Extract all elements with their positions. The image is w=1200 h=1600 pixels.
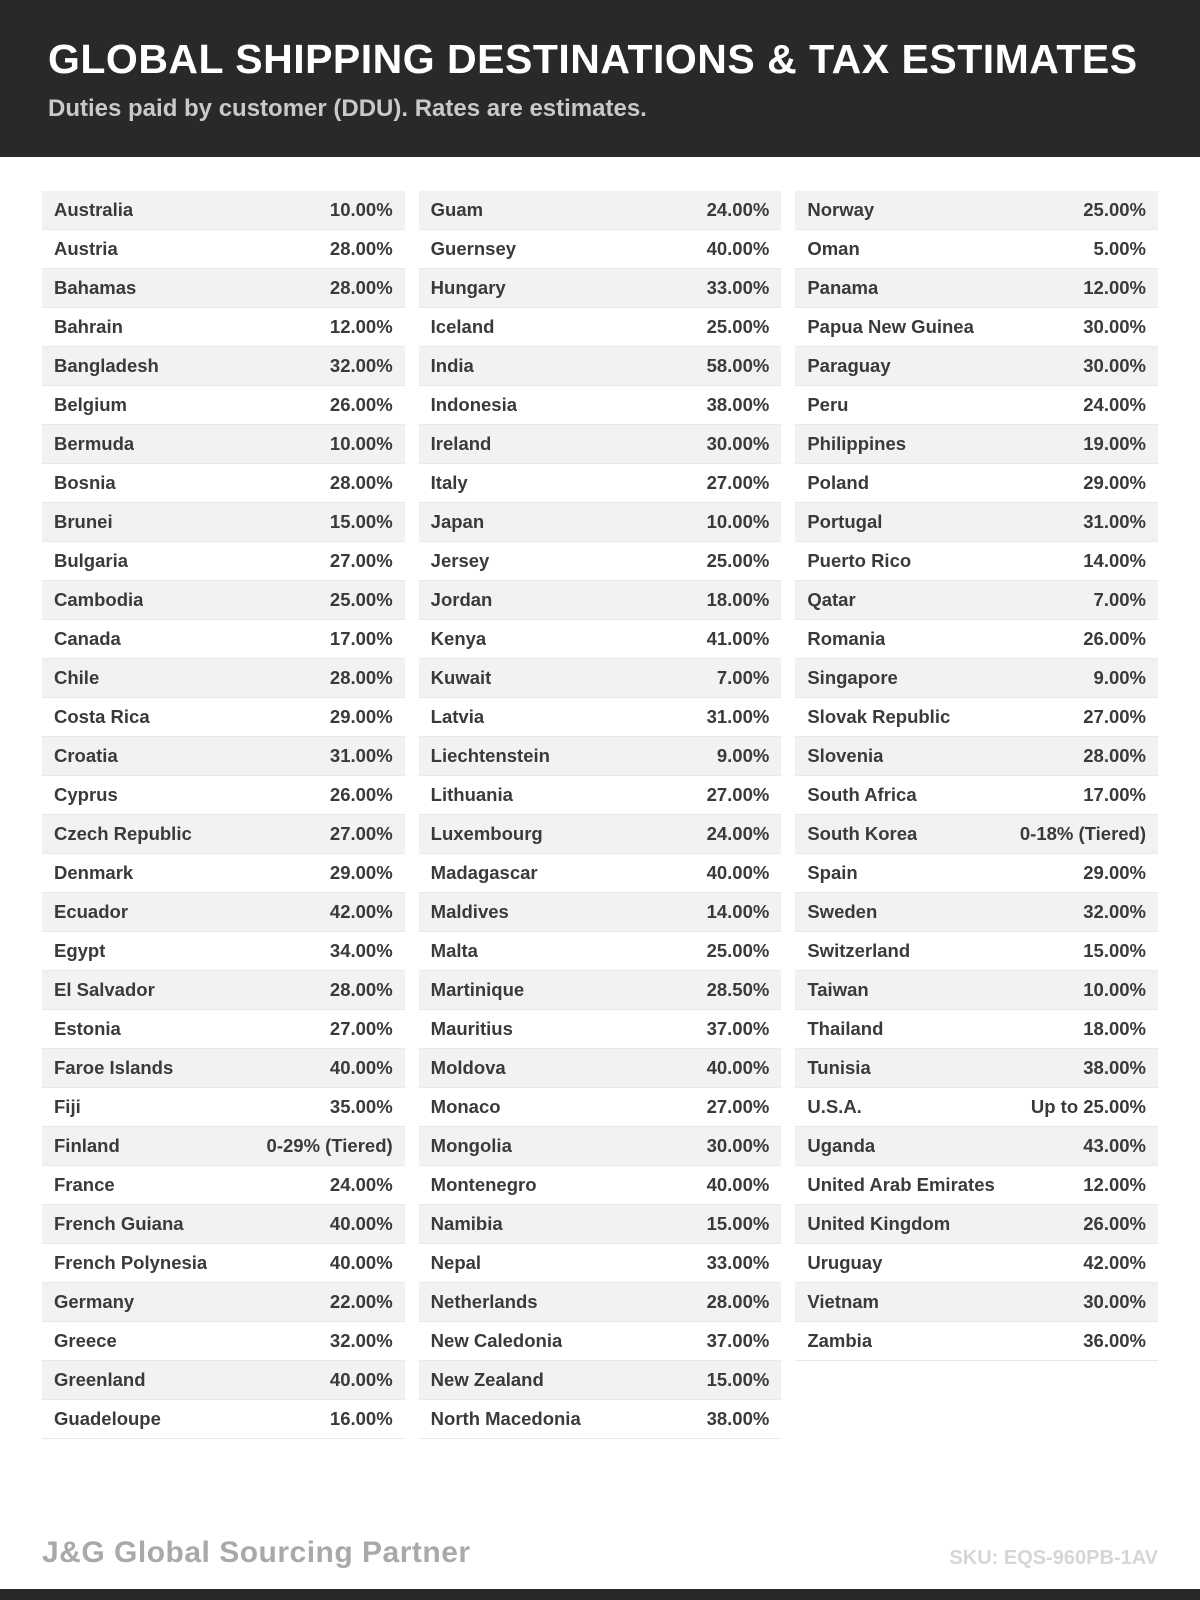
tax-rate: 40.00% — [706, 1057, 770, 1079]
country-name: Norway — [807, 199, 875, 221]
table-row — [42, 1283, 405, 1322]
table-row — [42, 932, 405, 971]
tax-rate: 16.00% — [329, 1408, 393, 1430]
table-row — [795, 659, 1158, 698]
table-row — [419, 269, 782, 308]
rate-column — [795, 191, 1158, 1361]
table-row — [795, 854, 1158, 893]
page-title: GLOBAL SHIPPING DESTINATIONS & TAX ESTIMATES — [48, 36, 1138, 82]
table-row — [795, 347, 1158, 386]
tax-rate: 28.00% — [1083, 745, 1147, 767]
tax-rate: 28.00% — [329, 667, 393, 689]
tax-rate: 27.00% — [329, 823, 393, 845]
country-name: Guam — [430, 199, 484, 221]
country-name: Bahamas — [54, 277, 137, 299]
tax-rate: 26.00% — [1083, 1213, 1147, 1235]
table-row — [42, 776, 405, 815]
tax-rate: 14.00% — [1083, 550, 1147, 572]
table-row — [795, 230, 1158, 269]
country-name: Poland — [807, 472, 870, 494]
tax-rate: 17.00% — [1083, 784, 1147, 806]
table-row — [795, 581, 1158, 620]
country-name: Ecuador — [54, 901, 129, 923]
tax-rate: 18.00% — [706, 589, 770, 611]
table-row — [419, 854, 782, 893]
table-row — [419, 425, 782, 464]
tax-rate: 40.00% — [706, 1174, 770, 1196]
table-row — [419, 1010, 782, 1049]
country-name: Puerto Rico — [807, 550, 912, 572]
table-row — [42, 581, 405, 620]
country-name: Bosnia — [54, 472, 116, 494]
footer — [42, 1536, 1158, 1570]
table-row — [795, 1010, 1158, 1049]
tax-rate: 22.00% — [329, 1291, 393, 1313]
tax-rate: 28.00% — [329, 277, 393, 299]
table-row — [795, 1205, 1158, 1244]
table-row — [419, 620, 782, 659]
tax-rate: 42.00% — [329, 901, 393, 923]
tax-rate: 10.00% — [329, 199, 393, 221]
tax-rate: 31.00% — [1083, 511, 1147, 533]
country-name: Slovak Republic — [807, 706, 951, 728]
country-name: Spain — [807, 862, 858, 884]
country-name: Jersey — [430, 550, 490, 572]
tax-rate: 10.00% — [706, 511, 770, 533]
table-row — [419, 932, 782, 971]
tax-rate: 29.00% — [1083, 862, 1147, 884]
country-name: Hungary — [430, 277, 506, 299]
country-name: Italy — [430, 472, 468, 494]
table-row — [42, 1010, 405, 1049]
table-row — [419, 230, 782, 269]
tax-rate: 34.00% — [329, 940, 393, 962]
tax-rate: 30.00% — [706, 433, 770, 455]
tax-rate: 0-18% (Tiered) — [1019, 823, 1147, 845]
country-name: New Zealand — [430, 1369, 544, 1391]
country-name: El Salvador — [54, 979, 155, 1001]
table-row — [419, 347, 782, 386]
country-name: Tunisia — [807, 1057, 871, 1079]
country-name: Madagascar — [430, 862, 538, 884]
table-row — [42, 737, 405, 776]
country-name: New Caledonia — [430, 1330, 563, 1352]
table-row — [42, 1205, 405, 1244]
country-name: Cyprus — [54, 784, 118, 806]
country-name: Japan — [430, 511, 485, 533]
table-row — [795, 620, 1158, 659]
country-name: Guernsey — [430, 238, 517, 260]
country-name: Kuwait — [430, 667, 492, 689]
country-name: Costa Rica — [54, 706, 150, 728]
table-row — [795, 386, 1158, 425]
tax-rate: 10.00% — [329, 433, 393, 455]
tax-rate: Up to 25.00% — [1030, 1096, 1147, 1118]
tax-rate: 24.00% — [329, 1174, 393, 1196]
country-name: Indonesia — [430, 394, 518, 416]
country-name: Oman — [807, 238, 860, 260]
table-row — [795, 1166, 1158, 1205]
tax-rate: 28.50% — [706, 979, 770, 1001]
table-row — [419, 191, 782, 230]
tax-rate: 37.00% — [706, 1330, 770, 1352]
table-row — [419, 815, 782, 854]
country-name: North Macedonia — [430, 1408, 581, 1430]
country-name: Switzerland — [807, 940, 911, 962]
country-name: Cambodia — [54, 589, 144, 611]
table-row — [795, 269, 1158, 308]
country-name: Philippines — [807, 433, 907, 455]
tax-rate: 31.00% — [329, 745, 393, 767]
table-row — [419, 698, 782, 737]
rate-column — [419, 191, 782, 1439]
rate-column — [42, 191, 405, 1439]
country-name: Slovenia — [807, 745, 884, 767]
tax-rate: 29.00% — [1083, 472, 1147, 494]
country-name: Germany — [54, 1291, 135, 1313]
country-name: Portugal — [807, 511, 883, 533]
tax-rate: 42.00% — [1083, 1252, 1147, 1274]
table-row — [419, 464, 782, 503]
country-name: Fiji — [54, 1096, 81, 1118]
tax-rate: 32.00% — [1083, 901, 1147, 923]
table-row — [42, 503, 405, 542]
tax-rate: 28.00% — [329, 472, 393, 494]
table-row — [795, 815, 1158, 854]
table-row — [419, 581, 782, 620]
tax-rate: 15.00% — [706, 1213, 770, 1235]
country-name: Mongolia — [430, 1135, 512, 1157]
tax-rate: 12.00% — [1083, 277, 1147, 299]
country-name: Finland — [54, 1135, 120, 1157]
table-row — [42, 1088, 405, 1127]
table-row — [419, 659, 782, 698]
table-row — [42, 893, 405, 932]
table-row — [42, 1400, 405, 1439]
page-subtitle: Duties paid by customer (DDU). Rates are estimates. — [48, 95, 647, 123]
table-row — [42, 698, 405, 737]
tax-rate: 28.00% — [329, 979, 393, 1001]
tax-rate: 15.00% — [706, 1369, 770, 1391]
table-row — [42, 620, 405, 659]
table-row — [42, 854, 405, 893]
tax-rate: 12.00% — [329, 316, 393, 338]
table-row — [419, 542, 782, 581]
country-name: Guadeloupe — [54, 1408, 161, 1430]
table-row — [42, 308, 405, 347]
country-name: France — [54, 1174, 115, 1196]
tax-rate: 24.00% — [706, 823, 770, 845]
table-row — [795, 464, 1158, 503]
country-name: South Africa — [807, 784, 917, 806]
table-row — [42, 659, 405, 698]
tax-rate: 30.00% — [1083, 355, 1147, 377]
country-name: Iceland — [430, 316, 495, 338]
country-name: Lithuania — [430, 784, 513, 806]
country-name: Bahrain — [54, 316, 123, 338]
tax-rate: 27.00% — [706, 784, 770, 806]
tax-rate: 25.00% — [706, 316, 770, 338]
tax-rate: 43.00% — [1083, 1135, 1147, 1157]
tax-rate: 40.00% — [329, 1369, 393, 1391]
country-name: Montenegro — [430, 1174, 537, 1196]
tax-rate: 31.00% — [706, 706, 770, 728]
table-row — [419, 1283, 782, 1322]
country-name: Egypt — [54, 940, 106, 962]
table-row — [419, 1400, 782, 1439]
table-row — [42, 1166, 405, 1205]
tax-rate: 9.00% — [716, 745, 770, 767]
table-row — [419, 1361, 782, 1400]
country-name: Brunei — [54, 511, 113, 533]
table-row — [795, 308, 1158, 347]
table-row — [419, 971, 782, 1010]
table-row — [42, 542, 405, 581]
tax-rate: 27.00% — [1083, 706, 1147, 728]
table-row — [795, 1322, 1158, 1361]
country-name: Greece — [54, 1330, 117, 1352]
table-row — [419, 893, 782, 932]
country-name: Peru — [807, 394, 849, 416]
bottom-accent-bar — [0, 1589, 1200, 1600]
country-name: Mauritius — [430, 1018, 513, 1040]
table-row — [42, 425, 405, 464]
tax-rate: 7.00% — [1093, 589, 1147, 611]
table-row — [795, 971, 1158, 1010]
country-name: U.S.A. — [807, 1096, 862, 1118]
table-row — [419, 1127, 782, 1166]
header-banner — [0, 0, 1200, 157]
table-row — [42, 269, 405, 308]
tax-rate: 5.00% — [1093, 238, 1147, 260]
table-row — [42, 815, 405, 854]
tax-rate: 12.00% — [1083, 1174, 1147, 1196]
tax-rate: 40.00% — [329, 1252, 393, 1274]
country-name: Estonia — [54, 1018, 121, 1040]
table-row — [795, 191, 1158, 230]
table-row — [795, 1049, 1158, 1088]
table-row — [795, 1088, 1158, 1127]
tax-rate: 58.00% — [706, 355, 770, 377]
table-row — [795, 932, 1158, 971]
table-row — [795, 503, 1158, 542]
table-row — [419, 1166, 782, 1205]
country-name: Jordan — [430, 589, 493, 611]
tax-rate: 0-29% (Tiered) — [266, 1135, 393, 1157]
tax-rate: 40.00% — [329, 1213, 393, 1235]
table-row — [795, 1244, 1158, 1283]
tax-rate: 29.00% — [329, 706, 393, 728]
table-row — [419, 1088, 782, 1127]
table-row — [795, 737, 1158, 776]
sku-label: SKU: EQS-960PB-1AV — [949, 1547, 1158, 1569]
tax-rate: 40.00% — [329, 1057, 393, 1079]
tax-rate: 27.00% — [706, 472, 770, 494]
country-name: Croatia — [54, 745, 118, 767]
table-row — [795, 542, 1158, 581]
tax-rate: 14.00% — [706, 901, 770, 923]
country-name: Uganda — [807, 1135, 876, 1157]
table-row — [795, 776, 1158, 815]
country-name: Liechtenstein — [430, 745, 550, 767]
table-row — [42, 1244, 405, 1283]
tax-rate: 30.00% — [1083, 1291, 1147, 1313]
tax-rate: 29.00% — [329, 862, 393, 884]
table-row — [419, 1049, 782, 1088]
tax-rate: 33.00% — [706, 1252, 770, 1274]
table-row — [419, 308, 782, 347]
country-name: Bulgaria — [54, 550, 129, 572]
country-name: Moldova — [430, 1057, 506, 1079]
country-name: Kenya — [430, 628, 487, 650]
tax-rate: 19.00% — [1083, 433, 1147, 455]
table-row — [419, 1205, 782, 1244]
country-name: Maldives — [430, 901, 509, 923]
country-name: Qatar — [807, 589, 856, 611]
tax-rate: 37.00% — [706, 1018, 770, 1040]
country-name: Malta — [430, 940, 478, 962]
table-row — [419, 503, 782, 542]
tax-rate: 25.00% — [706, 940, 770, 962]
tax-rate: 24.00% — [1083, 394, 1147, 416]
tax-rate: 33.00% — [706, 277, 770, 299]
tax-rate: 17.00% — [329, 628, 393, 650]
country-name: Vietnam — [807, 1291, 879, 1313]
tax-rate: 28.00% — [706, 1291, 770, 1313]
country-name: Czech Republic — [54, 823, 192, 845]
country-name: Latvia — [430, 706, 485, 728]
country-name: Panama — [807, 277, 879, 299]
table-row — [42, 1049, 405, 1088]
tax-rate: 35.00% — [329, 1096, 393, 1118]
country-name: Thailand — [807, 1018, 884, 1040]
country-name: Monaco — [430, 1096, 501, 1118]
country-name: Faroe Islands — [54, 1057, 174, 1079]
country-name: United Arab Emirates — [807, 1174, 995, 1196]
country-name: Uruguay — [807, 1252, 883, 1274]
tax-rate: 25.00% — [329, 589, 393, 611]
country-name: Bermuda — [54, 433, 135, 455]
table-row — [419, 1322, 782, 1361]
table-row — [42, 347, 405, 386]
country-name: French Guiana — [54, 1213, 184, 1235]
tax-rate: 26.00% — [329, 394, 393, 416]
country-name: Greenland — [54, 1369, 146, 1391]
tax-rate: 36.00% — [1083, 1330, 1147, 1352]
table-row — [42, 1361, 405, 1400]
tax-rate: 18.00% — [1083, 1018, 1147, 1040]
brand-name: J&G Global Sourcing Partner — [42, 1536, 471, 1569]
country-name: Chile — [54, 667, 100, 689]
tax-rate: 38.00% — [706, 1408, 770, 1430]
country-name: Zambia — [807, 1330, 873, 1352]
table-row — [42, 191, 405, 230]
tax-rate: 30.00% — [1083, 316, 1147, 338]
table-row — [419, 1244, 782, 1283]
table-row — [795, 425, 1158, 464]
tax-rate: 25.00% — [706, 550, 770, 572]
tax-rate: 26.00% — [1083, 628, 1147, 650]
table-row — [795, 1127, 1158, 1166]
tax-rate: 10.00% — [1083, 979, 1147, 1001]
tax-rate: 32.00% — [329, 1330, 393, 1352]
tax-rate: 25.00% — [1083, 199, 1147, 221]
tax-rate: 40.00% — [706, 862, 770, 884]
tax-rate: 27.00% — [329, 1018, 393, 1040]
table-row — [795, 1283, 1158, 1322]
country-name: Taiwan — [807, 979, 869, 1001]
country-name: Belgium — [54, 394, 127, 416]
country-name: Nepal — [430, 1252, 482, 1274]
tax-rate: 32.00% — [329, 355, 393, 377]
country-name: South Korea — [807, 823, 918, 845]
country-name: Singapore — [807, 667, 898, 689]
tax-rate: 41.00% — [706, 628, 770, 650]
table-row — [42, 386, 405, 425]
tax-rate: 7.00% — [716, 667, 770, 689]
country-name: Australia — [54, 199, 134, 221]
table-row — [419, 737, 782, 776]
tax-rate: 24.00% — [706, 199, 770, 221]
country-name: Bangladesh — [54, 355, 159, 377]
table-row — [419, 386, 782, 425]
country-name: Luxembourg — [430, 823, 543, 845]
table-row — [42, 1322, 405, 1361]
country-name: Austria — [54, 238, 118, 260]
tax-rate: 38.00% — [706, 394, 770, 416]
rates-table — [0, 157, 1200, 1439]
country-name: Namibia — [430, 1213, 503, 1235]
country-name: Papua New Guinea — [807, 316, 974, 338]
country-name: Sweden — [807, 901, 878, 923]
table-row — [795, 893, 1158, 932]
tax-rate: 9.00% — [1093, 667, 1147, 689]
country-name: Denmark — [54, 862, 134, 884]
tax-rate: 40.00% — [706, 238, 770, 260]
table-row — [42, 230, 405, 269]
table-row — [795, 698, 1158, 737]
country-name: Romania — [807, 628, 886, 650]
tax-rate: 26.00% — [329, 784, 393, 806]
table-row — [419, 776, 782, 815]
country-name: Ireland — [430, 433, 492, 455]
tax-rate: 28.00% — [329, 238, 393, 260]
country-name: French Polynesia — [54, 1252, 208, 1274]
tax-rate: 15.00% — [1083, 940, 1147, 962]
tax-rate: 27.00% — [329, 550, 393, 572]
tax-rate: 15.00% — [329, 511, 393, 533]
country-name: Canada — [54, 628, 121, 650]
table-row — [42, 464, 405, 503]
tax-rate: 27.00% — [706, 1096, 770, 1118]
country-name: Netherlands — [430, 1291, 538, 1313]
country-name: Martinique — [430, 979, 525, 1001]
tax-rate: 30.00% — [706, 1135, 770, 1157]
country-name: Paraguay — [807, 355, 891, 377]
table-row — [42, 1127, 405, 1166]
country-name: India — [430, 355, 474, 377]
table-row — [42, 971, 405, 1010]
tax-rate: 38.00% — [1083, 1057, 1147, 1079]
country-name: United Kingdom — [807, 1213, 951, 1235]
